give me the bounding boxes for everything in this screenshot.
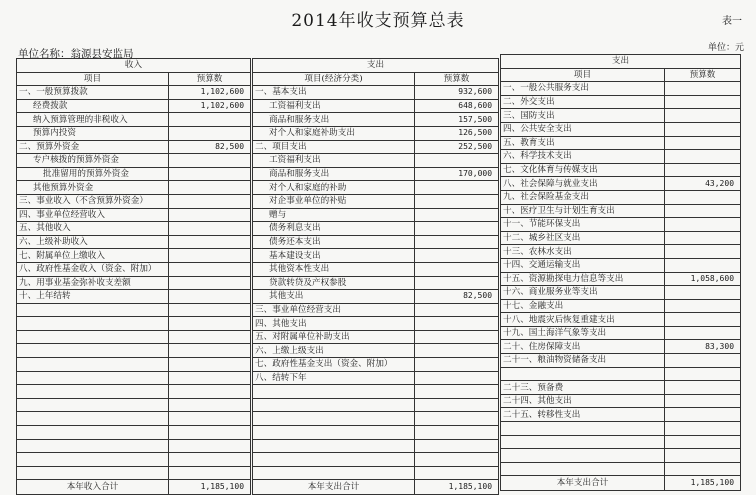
table-row [501,122,741,136]
table-row [501,367,741,381]
table-row [253,140,499,154]
total-amount: 1,185,100 [415,480,499,495]
row-amount [169,167,251,181]
row-label [253,426,415,440]
row-label: 十二、城乡社区支出 [501,231,665,245]
table-row [501,435,741,449]
row-amount: 43,200 [665,177,741,191]
expense-table [252,58,499,495]
row-label [501,462,665,476]
row-label [253,466,415,480]
row-amount [169,412,251,426]
income-col-item: 项目 [17,72,169,86]
row-amount [665,258,741,272]
table-row [253,181,499,195]
row-label [17,330,169,344]
table-row [253,439,499,453]
table-row [17,453,251,467]
row-amount [665,449,741,463]
table-row [501,381,741,395]
row-amount [169,262,251,276]
table-row [17,262,251,276]
table-row [501,272,741,286]
total-label: 本年收入合计 [17,480,169,495]
row-amount [415,181,499,195]
income-col-amount: 预算数 [169,72,251,86]
table-row [17,276,251,290]
row-label: 纳入预算管理的非税收入 [17,113,169,127]
row-amount [665,231,741,245]
table-row [17,167,251,181]
table-row [501,177,741,191]
row-label: 预算内投资 [17,126,169,140]
income-section-header: 收入 [17,59,251,73]
row-label: 二十、住房保障支出 [501,340,665,354]
table-row [253,276,499,290]
row-label [17,466,169,480]
row-amount [665,204,741,218]
row-label [17,426,169,440]
table-row [253,290,499,304]
row-label: 十五、资源勘探电力信息等支出 [501,272,665,286]
table-row [17,330,251,344]
functional-col-amount: 预算数 [665,68,741,82]
table-row [17,466,251,480]
page-title: 2014年收支预算总表 [291,11,465,31]
row-label [17,303,169,317]
row-amount [169,303,251,317]
row-label [17,317,169,331]
row-amount [415,194,499,208]
table-row [17,385,251,399]
row-amount: 648,600 [415,99,499,113]
row-amount [169,426,251,440]
table-row [501,340,741,354]
row-label [17,439,169,453]
row-amount: 82,500 [415,290,499,304]
row-amount [169,249,251,263]
row-label [17,398,169,412]
row-amount [415,276,499,290]
row-amount [169,330,251,344]
table-row [253,466,499,480]
row-label: 四、事业单位经营收入 [17,208,169,222]
table-row [501,449,741,463]
row-amount [415,317,499,331]
table-row [17,113,251,127]
row-amount [665,150,741,164]
row-label [253,385,415,399]
row-label: 十八、地震灾后恢复重建支出 [501,313,665,327]
row-label: 八、政府性基金收入（资金、附加） [17,262,169,276]
row-amount [169,290,251,304]
row-amount [415,235,499,249]
row-label: 对个人和家庭的补助 [253,181,415,195]
row-amount [169,276,251,290]
row-amount [169,194,251,208]
table-row [253,154,499,168]
row-amount [415,439,499,453]
table-row [501,218,741,232]
row-amount [415,453,499,467]
functional-col-item: 项目 [501,68,665,82]
table-row [17,154,251,168]
row-amount [169,358,251,372]
row-amount [169,235,251,249]
table-row [501,354,741,368]
total-amount: 1,185,100 [665,476,741,491]
row-label [17,412,169,426]
table-row [501,299,741,313]
table-row [17,181,251,195]
table-row [253,167,499,181]
row-label [253,398,415,412]
row-amount [665,394,741,408]
table-row [501,82,741,96]
row-label: 贷款转贷及产权参股 [253,276,415,290]
row-label: 十一、节能环保支出 [501,218,665,232]
row-amount [169,208,251,222]
row-amount [665,82,741,96]
row-label: 债务利息支出 [253,222,415,236]
row-amount [665,462,741,476]
row-label: 二十三、预备费 [501,381,665,395]
table-row [253,86,499,100]
row-amount [665,109,741,123]
row-amount: 1,102,600 [169,99,251,113]
row-amount [415,344,499,358]
total-label: 本年支出合计 [501,476,665,491]
row-amount [169,317,251,331]
table-row [17,249,251,263]
row-amount [415,303,499,317]
table-row [501,408,741,422]
row-amount [169,181,251,195]
row-label [501,449,665,463]
table-row [501,394,741,408]
row-amount [665,190,741,204]
table-row [17,426,251,440]
row-label: 十、上年结转 [17,290,169,304]
total-row [253,480,499,495]
functional-section-header: 支出 [501,55,741,69]
row-label: 七、文化体育与传媒支出 [501,163,665,177]
row-amount: 932,600 [415,86,499,100]
row-label: 四、公共安全支出 [501,122,665,136]
row-amount [415,426,499,440]
row-label [17,385,169,399]
row-amount [415,208,499,222]
table-row [253,398,499,412]
table-row [501,258,741,272]
row-label: 一、基本支出 [253,86,415,100]
row-amount: 83,300 [665,340,741,354]
table-row [253,344,499,358]
row-label: 债务还本支出 [253,235,415,249]
row-label [17,344,169,358]
table-row [253,330,499,344]
row-label: 二十四、其他支出 [501,394,665,408]
row-label: 五、教育支出 [501,136,665,150]
row-amount [415,358,499,372]
row-amount [169,113,251,127]
table-row [17,99,251,113]
expense-col-amount: 预算数 [415,72,499,86]
row-amount [415,330,499,344]
row-label: 六、上级补助收入 [17,235,169,249]
table-row [17,412,251,426]
row-amount: 170,000 [415,167,499,181]
table-row [17,140,251,154]
table-row [253,235,499,249]
organization-name: 单位名称：翁源县安监局 [18,48,134,60]
table-row [17,235,251,249]
row-amount [665,122,741,136]
row-amount [665,286,741,300]
table-row [253,385,499,399]
row-amount [665,218,741,232]
table-row [17,290,251,304]
row-amount [415,154,499,168]
expense-section-header: 支出 [253,59,499,73]
row-label: 十、医疗卫生与计划生育支出 [501,204,665,218]
table-row [17,194,251,208]
row-label: 十九、国土海洋气象等支出 [501,326,665,340]
income-table [16,58,251,495]
row-amount [415,412,499,426]
row-amount [665,422,741,436]
table-row [501,245,741,259]
row-amount [415,398,499,412]
table-row [253,208,499,222]
row-label [17,358,169,372]
row-amount [665,95,741,109]
row-amount [169,126,251,140]
row-amount [415,262,499,276]
row-amount [665,313,741,327]
row-amount: 157,500 [415,113,499,127]
table-row [17,398,251,412]
row-amount [415,249,499,263]
row-label: 二、预算外资金 [17,140,169,154]
row-label: 二十五、转移性支出 [501,408,665,422]
table-row [17,222,251,236]
row-label [501,422,665,436]
row-label: 六、上缴上级支出 [253,344,415,358]
row-amount: 1,058,600 [665,272,741,286]
row-amount [169,154,251,168]
row-amount [169,371,251,385]
row-label: 五、对附属单位补助支出 [253,330,415,344]
table-row [17,358,251,372]
table-row [17,208,251,222]
row-label: 其他资本性支出 [253,262,415,276]
row-amount [665,163,741,177]
row-label: 四、其他支出 [253,317,415,331]
row-label: 商品和服务支出 [253,113,415,127]
row-amount [169,398,251,412]
row-amount [169,222,251,236]
table-row [17,86,251,100]
table-row [501,422,741,436]
row-amount: 252,500 [415,140,499,154]
row-label [501,367,665,381]
row-amount [169,439,251,453]
total-row [501,476,741,491]
total-row [17,480,251,495]
table-row [253,249,499,263]
row-label [253,439,415,453]
row-amount [415,466,499,480]
row-amount [415,222,499,236]
table-row [253,113,499,127]
table-row [17,371,251,385]
row-label: 二十一、粮油物资储备支出 [501,354,665,368]
row-amount: 1,102,600 [169,86,251,100]
row-label: 七、附属单位上缴收入 [17,249,169,263]
functional-expense-table [500,54,741,491]
table-row [501,313,741,327]
table-row [501,150,741,164]
table-row [501,136,741,150]
row-label: 基本建设支出 [253,249,415,263]
table-row [253,426,499,440]
row-label: 经费拨款 [17,99,169,113]
table-row [253,412,499,426]
row-label: 十四、交通运输支出 [501,258,665,272]
table-row [253,303,499,317]
table-number: 表一 [722,16,742,27]
row-amount: 82,500 [169,140,251,154]
row-label: 其他支出 [253,290,415,304]
total-amount: 1,185,100 [169,480,251,495]
table-row [501,286,741,300]
row-label: 十六、商业服务业等支出 [501,286,665,300]
row-label: 三、事业单位经营支出 [253,303,415,317]
table-row [17,439,251,453]
row-label: 八、社会保障与就业支出 [501,177,665,191]
row-label: 六、科学技术支出 [501,150,665,164]
row-amount [665,326,741,340]
row-label: 赠与 [253,208,415,222]
row-label: 其他预算外资金 [17,181,169,195]
row-label [17,453,169,467]
row-label: 三、事业收入（不含预算外资金） [17,194,169,208]
row-label: 二、外交支出 [501,95,665,109]
table-row [17,317,251,331]
expense-col-item: 项目(经济分类) [253,72,415,86]
table-row [501,326,741,340]
unit-label: 单位：元 [707,43,744,53]
table-row [253,194,499,208]
row-label: 对企事业单位的补贴 [253,194,415,208]
table-row [17,126,251,140]
table-row [501,204,741,218]
row-label [253,453,415,467]
row-label: 三、国防支出 [501,109,665,123]
row-amount [665,354,741,368]
table-row [253,453,499,467]
row-amount [665,367,741,381]
table-row [253,371,499,385]
table-row [501,109,741,123]
row-label: 工资福利支出 [253,99,415,113]
row-label: 八、结转下年 [253,371,415,385]
row-amount [665,381,741,395]
row-amount [169,385,251,399]
row-label: 商品和服务支出 [253,167,415,181]
table-row [501,462,741,476]
row-amount [665,435,741,449]
table-row [253,317,499,331]
row-label: 十三、农林水支出 [501,245,665,259]
row-amount [665,408,741,422]
row-label: 一、一般公共服务支出 [501,82,665,96]
table-row [501,95,741,109]
row-amount [169,466,251,480]
table-row [17,344,251,358]
row-label [253,412,415,426]
table-row [253,262,499,276]
row-amount [665,299,741,313]
table-row [501,231,741,245]
table-row [501,190,741,204]
row-label: 批准留用的预算外资金 [17,167,169,181]
table-row [253,99,499,113]
row-label: 二、项目支出 [253,140,415,154]
total-label: 本年支出合计 [253,480,415,495]
row-label [501,435,665,449]
row-amount [169,344,251,358]
row-amount [415,385,499,399]
row-label: 工资福利支出 [253,154,415,168]
row-label: 一、一般预算拨款 [17,86,169,100]
row-label: 七、政府性基金支出（资金、附加） [253,358,415,372]
row-label: 九、社会保险基金支出 [501,190,665,204]
table-row [253,358,499,372]
row-label: 对个人和家庭补助支出 [253,126,415,140]
table-row [501,163,741,177]
table-row [253,126,499,140]
row-label: 五、其他收入 [17,222,169,236]
row-label: 九、用事业基金弥补收支差额 [17,276,169,290]
table-row [17,303,251,317]
row-amount [665,245,741,259]
table-row [253,222,499,236]
row-amount [665,136,741,150]
row-amount [415,371,499,385]
row-label: 十七、金融支出 [501,299,665,313]
row-amount: 126,500 [415,126,499,140]
row-amount [169,453,251,467]
row-label: 专户核拨的预算外资金 [17,154,169,168]
row-label [17,371,169,385]
